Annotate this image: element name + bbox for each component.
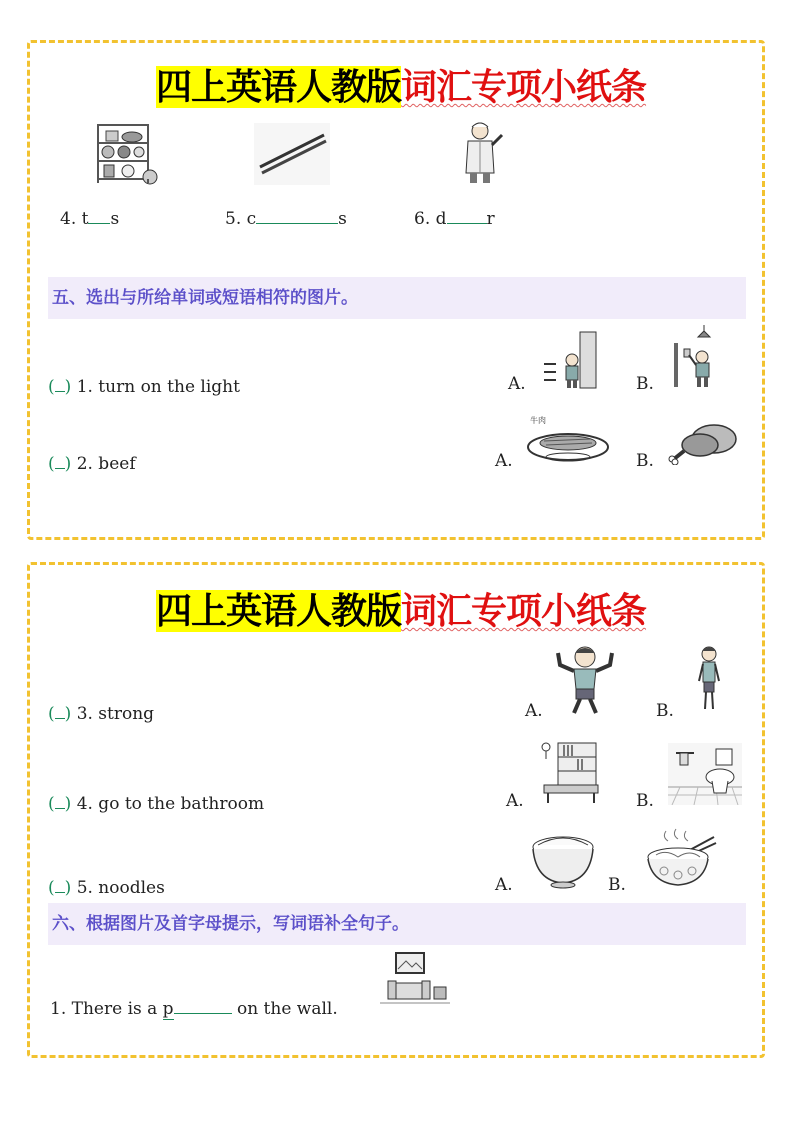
switch-light-picture[interactable] xyxy=(670,323,722,391)
worksheet-card-2 xyxy=(27,562,765,1058)
answer-paren[interactable]: ( ) xyxy=(48,704,71,724)
title-highlight: 四上英语人教版 xyxy=(156,66,402,108)
question-3: ( ) 3. strong xyxy=(48,701,154,724)
answer-blank[interactable] xyxy=(88,206,110,224)
answer-blank[interactable] xyxy=(174,996,232,1014)
doctor-picture xyxy=(460,121,506,185)
door-light-picture[interactable] xyxy=(542,330,600,390)
section-heading-5: 五、选出与所给单词或短语相符的图片。 xyxy=(48,277,746,319)
chopsticks-picture xyxy=(254,123,330,185)
title-highlight: 四上英语人教版 xyxy=(156,590,402,632)
option-a-label: A. xyxy=(495,451,513,471)
question-2: ( ) 2. beef xyxy=(48,451,136,474)
title-red: 词汇专项小纸条 xyxy=(401,66,647,108)
study-room-picture[interactable] xyxy=(538,739,600,805)
beef-plate-picture[interactable] xyxy=(526,413,610,467)
svg-text:牛肉: 牛肉 xyxy=(530,416,546,425)
card-title xyxy=(156,59,646,110)
question-1: ( ) 1. turn on the light xyxy=(48,374,240,397)
answer-paren[interactable]: ( ) xyxy=(48,377,71,397)
answer-paren[interactable]: ( ) xyxy=(48,454,71,474)
rice-bowl-picture[interactable] xyxy=(528,833,598,891)
section-heading-6: 六、根据图片及首字母提示，写词语补全句子。 xyxy=(48,903,746,945)
card-title xyxy=(156,583,646,634)
spell-item-4: 4. t s xyxy=(60,206,119,229)
strong-boy-picture[interactable] xyxy=(552,643,618,717)
bathroom-toilet-picture[interactable] xyxy=(668,743,742,805)
answer-blank[interactable] xyxy=(447,206,487,224)
question-5: ( ) 5. noodles xyxy=(48,875,165,898)
thin-boy-picture[interactable] xyxy=(694,645,724,711)
worksheet-card-1 xyxy=(27,40,765,540)
spell-item-5: 5. c s xyxy=(225,206,347,229)
option-a-label: A. xyxy=(525,701,543,721)
option-a-label: A. xyxy=(506,791,524,811)
sentence-1: 1. There is a p on the wall. xyxy=(50,996,338,1019)
answer-blank[interactable] xyxy=(256,206,338,224)
living-room-picture xyxy=(380,951,450,1009)
toys-shelf-picture xyxy=(94,123,160,185)
answer-paren[interactable]: ( ) xyxy=(48,878,71,898)
title-red: 词汇专项小纸条 xyxy=(401,590,647,632)
chicken-leg-picture[interactable] xyxy=(666,419,740,465)
option-a-label: A. xyxy=(508,374,526,394)
option-b-label: B. xyxy=(636,791,654,811)
option-b-label: B. xyxy=(608,875,626,895)
option-a-label: A. xyxy=(495,875,513,895)
answer-paren[interactable]: ( ) xyxy=(48,794,71,814)
option-b-label: B. xyxy=(656,701,674,721)
noodles-bowl-picture[interactable] xyxy=(642,827,718,891)
spell-item-6: 6. d r xyxy=(414,206,495,229)
question-4: ( ) 4. go to the bathroom xyxy=(48,791,264,814)
option-b-label: B. xyxy=(636,374,654,394)
option-b-label: B. xyxy=(636,451,654,471)
